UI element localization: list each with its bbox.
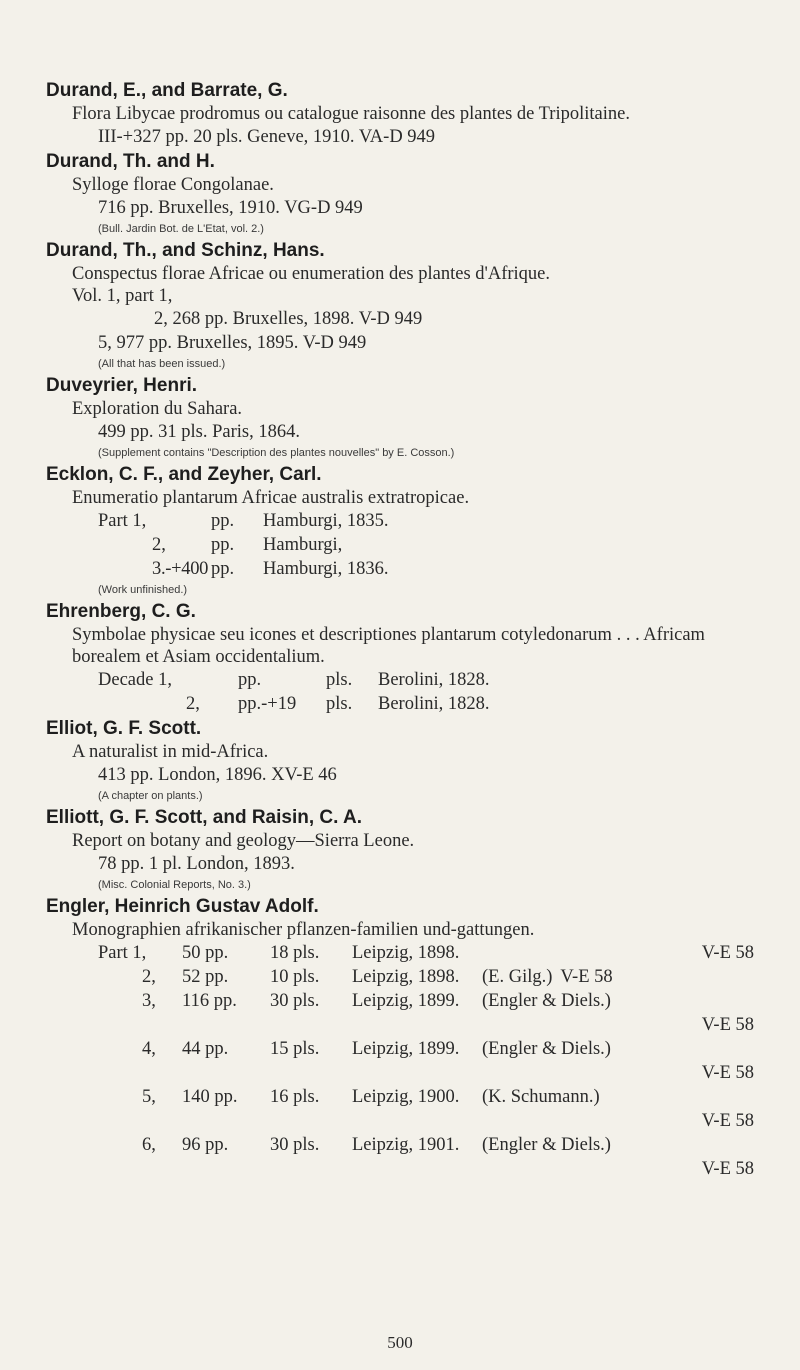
entry-title: Exploration du Sahara. xyxy=(72,399,243,419)
entry-author: Ecklon, C. F., and Zeyher, Carl. xyxy=(46,464,322,485)
entry-note: (A chapter on plants.) xyxy=(98,790,203,802)
entry-author: Ehrenberg, C. G. xyxy=(46,601,196,622)
part-pages: 50 pp. xyxy=(182,943,229,963)
entry-details: 78 pp. 1 pl. London, 1893. xyxy=(98,854,295,874)
entry-duveyrier xyxy=(46,373,776,462)
entry-part-row xyxy=(46,557,776,581)
part-plates: 16 pls. xyxy=(270,1087,320,1107)
part-label: 5, xyxy=(142,1087,156,1107)
engler-part-row xyxy=(46,1085,776,1133)
part-pages: pp.-+19 xyxy=(238,694,297,714)
part-editor: (Engler & Diels.) xyxy=(482,1135,611,1155)
part-editor: (E. Gilg.) xyxy=(482,967,553,987)
part-place: Berolini, 1828. xyxy=(378,694,490,714)
entry-durand-barrate xyxy=(46,78,776,149)
catalogue-page xyxy=(46,78,776,1181)
entry-author: Durand, Th., and Schinz, Hans. xyxy=(46,240,325,261)
entry-author: Engler, Heinrich Gustav Adolf. xyxy=(46,896,319,917)
entry-note: (Supplement contains "Description des plantes nouvelles" by E. Cosson.) xyxy=(98,447,455,459)
entry-details: 2, 268 pp. Bruxelles, 1898. V-D 949 xyxy=(154,309,423,329)
part-plates: 30 pls. xyxy=(270,991,320,1011)
part-pages: pp. xyxy=(211,535,235,555)
part-label: 3, xyxy=(142,991,156,1011)
part-editor: (K. Schumann.) xyxy=(482,1087,600,1107)
part-place: Leipzig, 1900. xyxy=(352,1087,460,1107)
part-shelf-code: V-E 58 xyxy=(701,1015,754,1035)
part-editor: (Engler & Diels.) xyxy=(482,991,611,1011)
entry-part-row xyxy=(46,533,776,557)
part-plates: 15 pls. xyxy=(270,1039,320,1059)
entry-part-row xyxy=(46,668,776,692)
entry-elliott-raisin xyxy=(46,805,776,894)
entry-title-volume: Vol. 1, part 1, xyxy=(72,286,173,306)
part-plates: 10 pls. xyxy=(270,967,320,987)
engler-part-row xyxy=(46,1037,776,1085)
entry-part-row xyxy=(46,692,776,716)
entry-title: Flora Libycae prodromus ou catalogue raisonne des plantes de Tripolitaine. xyxy=(72,104,630,124)
entry-details: 5, 977 pp. Bruxelles, 1895. V-D 949 xyxy=(98,333,367,353)
part-pages: pp. xyxy=(238,670,262,690)
entry-title: Symbolae physicae seu icones et descriptiones plantarum cotyledonarum . . . Africam borealem et Asiam occidentalium. xyxy=(72,625,705,667)
part-label: 4, xyxy=(142,1039,156,1059)
entry-durand-schinz xyxy=(46,238,776,373)
part-plates: pls. xyxy=(326,694,353,714)
entry-note: (Misc. Colonial Reports, No. 3.) xyxy=(98,879,251,891)
part-plates: pls. xyxy=(326,670,353,690)
entry-title: Report on botany and geology—Sierra Leone. xyxy=(72,831,415,851)
entry-title: Conspectus florae Africae ou enumeration des plantes d'Afrique. xyxy=(72,264,551,284)
engler-part-row xyxy=(46,1133,776,1181)
part-place: Leipzig, 1898. xyxy=(352,943,460,963)
entry-author: Duveyrier, Henri. xyxy=(46,375,198,396)
part-label: 2, xyxy=(186,694,200,714)
entry-title: A naturalist in mid-Africa. xyxy=(72,742,269,762)
part-label: Part 1, xyxy=(98,943,147,963)
engler-part-row xyxy=(46,989,776,1037)
entry-title: Sylloge florae Congolanae. xyxy=(72,175,274,195)
part-place: Leipzig, 1899. xyxy=(352,991,460,1011)
entry-details: 716 pp. Bruxelles, 1910. VG-D 949 xyxy=(98,198,363,218)
part-label: 2, xyxy=(152,535,166,555)
entry-details: 413 pp. London, 1896. XV-E 46 xyxy=(98,765,337,785)
entry-details: III-+327 pp. 20 pls. Geneve, 1910. VA-D 949 xyxy=(98,127,436,147)
part-pages: 96 pp. xyxy=(182,1135,229,1155)
entry-author: Elliot, G. F. Scott. xyxy=(46,718,202,739)
part-place: Hamburgi, 1836. xyxy=(263,559,389,579)
part-label: 6, xyxy=(142,1135,156,1155)
entry-durand-th-h xyxy=(46,149,776,238)
part-shelf-code: V-E 58 xyxy=(701,1063,754,1083)
entry-note: (Work unfinished.) xyxy=(98,584,188,596)
part-label: Decade 1, xyxy=(98,670,172,690)
part-plates: 30 pls. xyxy=(270,1135,320,1155)
engler-part-row xyxy=(46,965,776,989)
part-place: Hamburgi, 1835. xyxy=(263,511,389,531)
part-editor: (Engler & Diels.) xyxy=(482,1039,611,1059)
part-pages: 44 pp. xyxy=(182,1039,229,1059)
entry-author: Durand, E., and Barrate, G. xyxy=(46,80,288,101)
part-pages: 140 pp. xyxy=(182,1087,238,1107)
part-plates: 18 pls. xyxy=(270,943,320,963)
part-pages: pp. xyxy=(211,559,235,579)
part-shelf-code: V-E 58 xyxy=(560,967,613,987)
entry-elliot xyxy=(46,716,776,805)
entry-ehrenberg xyxy=(46,599,776,716)
entry-author: Durand, Th. and H. xyxy=(46,151,215,172)
part-label: 3.-+400 xyxy=(152,559,209,579)
part-pages: 116 pp. xyxy=(182,991,237,1011)
page-number: 500 xyxy=(387,1333,413,1352)
part-place: Hamburgi, xyxy=(263,535,343,555)
entry-part-row xyxy=(46,509,776,533)
part-place: Leipzig, 1898. xyxy=(352,967,460,987)
engler-part-row xyxy=(46,941,776,965)
entry-note: (Bull. Jardin Bot. de L'Etat, vol. 2.) xyxy=(98,223,264,235)
entry-note: (All that has been issued.) xyxy=(98,358,226,370)
part-label: Part 1, xyxy=(98,511,147,531)
entry-title: Enumeratio plantarum Africae australis extratropicae. xyxy=(72,488,470,508)
part-label: 2, xyxy=(142,967,156,987)
part-place: Leipzig, 1901. xyxy=(352,1135,460,1155)
part-pages: pp. xyxy=(211,511,235,531)
part-shelf-code: V-E 58 xyxy=(701,1111,754,1131)
entry-details: 499 pp. 31 pls. Paris, 1864. xyxy=(98,422,300,442)
part-shelf-code: V-E 58 xyxy=(701,943,754,963)
entry-ecklon-zeyher xyxy=(46,462,776,599)
entry-author: Elliott, G. F. Scott, and Raisin, C. A. xyxy=(46,807,362,828)
entry-engler xyxy=(46,894,776,1181)
part-place: Leipzig, 1899. xyxy=(352,1039,460,1059)
part-shelf-code: V-E 58 xyxy=(701,1159,754,1179)
entry-title: Monographien afrikanischer pflanzen-familien und-gattungen. xyxy=(72,920,535,940)
engler-part-list xyxy=(46,941,776,1181)
part-place: Berolini, 1828. xyxy=(378,670,490,690)
part-pages: 52 pp. xyxy=(182,967,229,987)
